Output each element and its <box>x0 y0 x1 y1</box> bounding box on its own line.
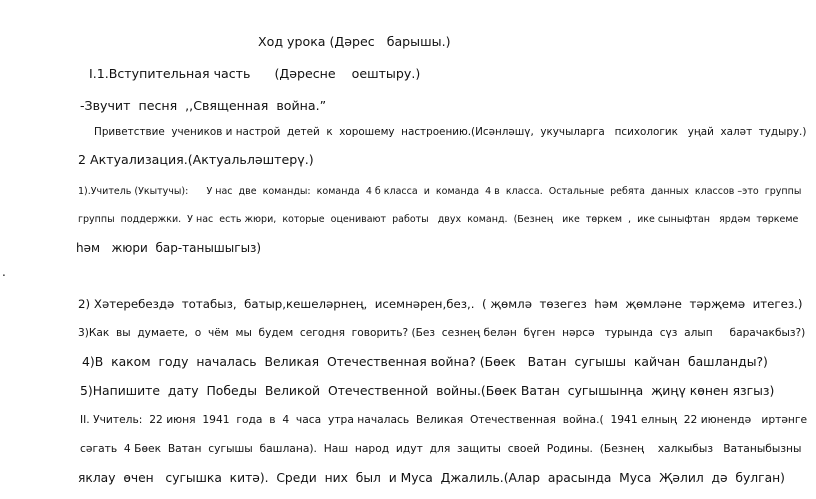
teacher-story-line-1: II. Учитель: 22 июня 1941 года в 4 часа утра началась Великая Отечественная война.( 1941 елның 22 июнендә иртәнге <box>80 413 808 426</box>
question-4: 4)В каком году началась Великая Отечественная война? (Бөек Ватан сугышы кайчан башланды?) <box>82 354 768 369</box>
greeting-paragraph: Приветствие учеников и настрой детей к хорошему настроению.(Исәнләшү, укучыларга психологик уңай халәт тудыру.) <box>94 126 807 138</box>
song-line: -Звучит песня ,,Священная война.” <box>80 98 327 113</box>
question-3: 3)Как вы думаете, о чём мы будем сегодня говорить? (Без сезнең белән бүген нәрсә турында сүз алып барачакбыз?) <box>78 327 806 339</box>
lesson-title: Ход урока (Дәрес барышы.) <box>258 34 451 49</box>
teacher-story-line-3: яклау өчен сугышка китә). Среди них был и Муса Джалиль.(Алар арасында Муса Җәлил дә булган) <box>78 471 785 485</box>
teacher-story-line-2: сәгать 4 Бөек Ватан сугышы башлана). Наш народ идут для защиты своей Родины. (Безнең халкыбыз Ватаныбызны <box>80 442 802 455</box>
stray-dot: . <box>2 265 6 279</box>
section-intro: I.1.Вступительная часть (Дәресне оештыру.) <box>89 66 421 81</box>
teacher-paragraph-line-2: группы поддержки. У нас есть жюри, которые оценивают работы двух команд. (Безнең ике төркем , ике сыныфтан ярдәм төркеме <box>78 214 799 225</box>
section-actualization: 2 Актуализация.(Актуальләштерү.) <box>78 152 314 167</box>
teacher-paragraph-line-1: 1).Учитель (Укытучы): У нас две команды: команда 4 б класса и команда 4 в класса. Остальные ребята данных классов –это группы <box>78 186 802 197</box>
question-2: 2) Хәтеребездә тотабыз, батыр,кешеләрнең, исемнәрен,без,. ( җөмлә төзегез һәм җөмләне тәрҗемә итегез.) <box>78 297 803 311</box>
question-5: 5)Напишите дату Победы Великой Отечественной войны.(Бөек Ватан сугышынңа җиңү көнен язгыз) <box>80 383 775 398</box>
teacher-paragraph-line-3: һәм жюри бар-танышыгыз) <box>76 241 262 255</box>
